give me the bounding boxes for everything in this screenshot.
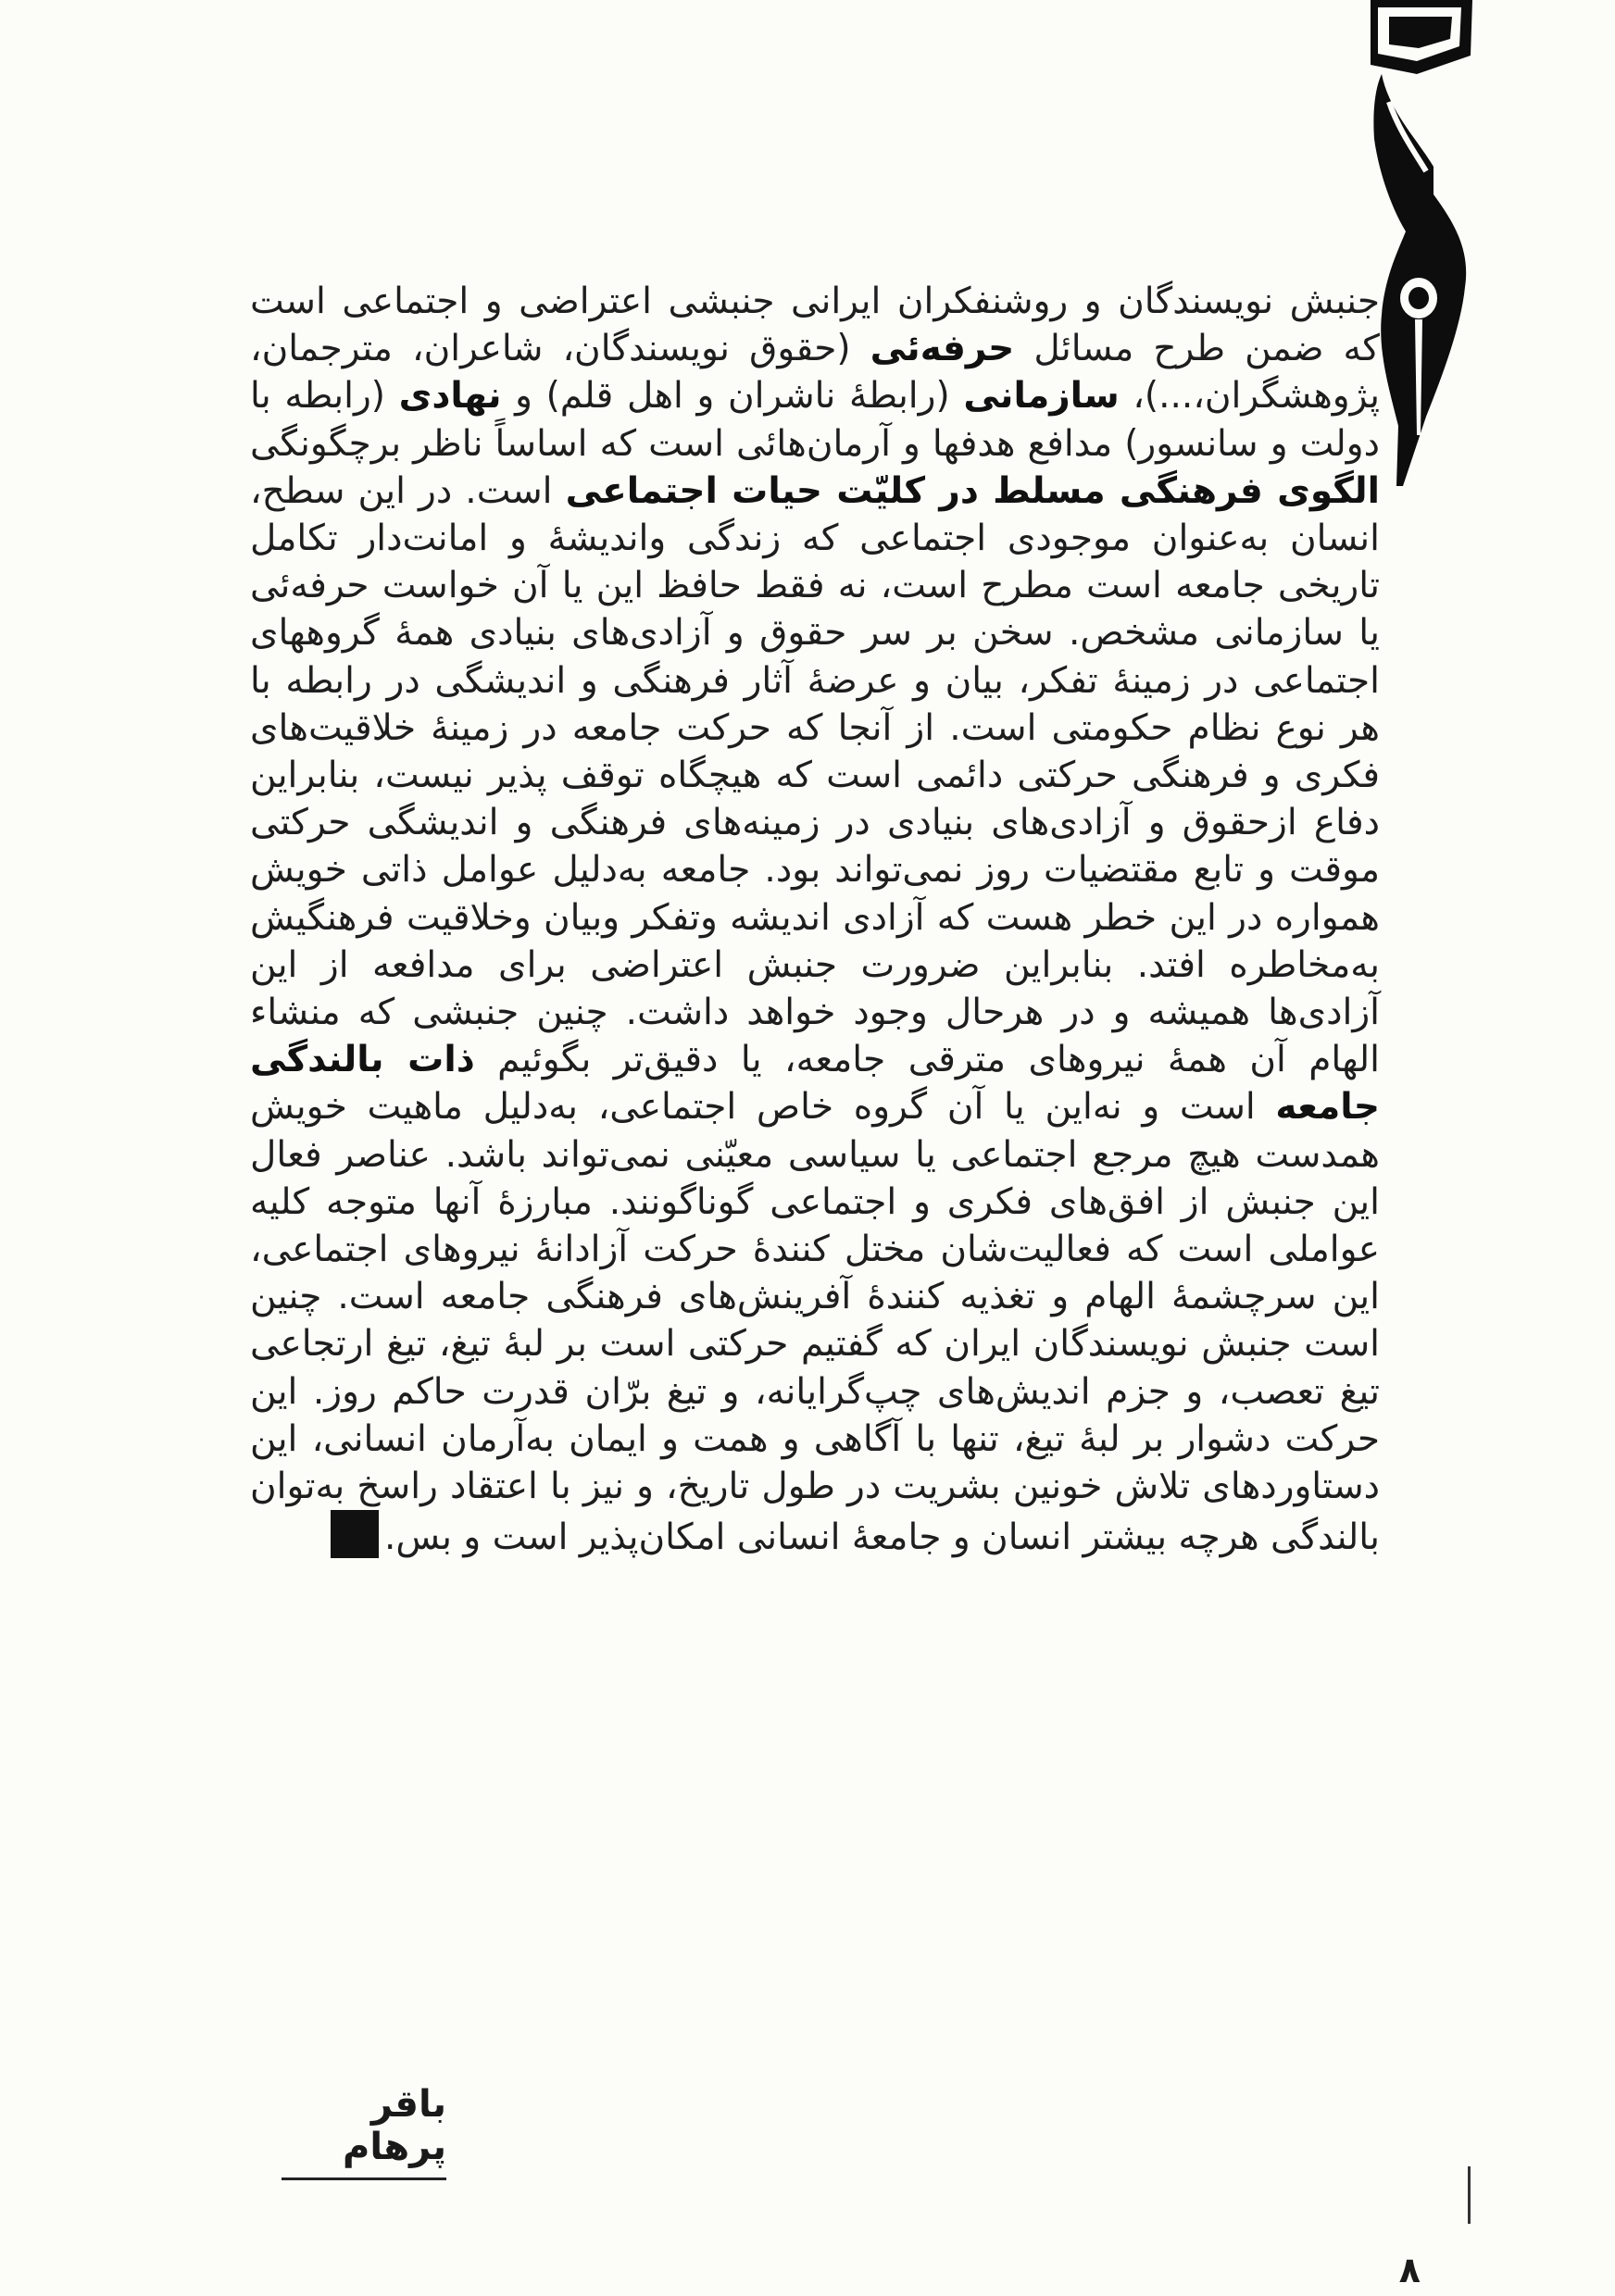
text-segment-bold: الگوی فرهنگی مسلط در کلیّت حیات اجتماعی (565, 469, 1380, 512)
text-segment-bold: نهادی (398, 375, 502, 418)
author-signature: باقر پرهام (282, 2083, 446, 2180)
text-segment: جنبش نویسندگان و روشنفکران ایرانی جنبشی اعتراضی و اجتماعی است که ضمن طرح مسائل (250, 281, 1380, 370)
margin-mark (1468, 2166, 1471, 2224)
pen-nib-icon (1361, 0, 1500, 491)
text-segment: است و نه‌این یا آن گروه خاص اجتماعی، به‌دلیل ماهیت خویش همدست هیچ مرجع اجتماعی یا سیاسی معیّنی نمی‌تواند باشد. عناصر فعال این جنبش از افق‌های فکری و اجتماعی گوناگونند. مبارزهٔ آنها متوجه کلیه عواملی است که فعالیت‌شان مختل کنندهٔ حرکت آزادانهٔ نیروهای اجتماعی، این سرچشمهٔ الهام و تغذیه کنندهٔ آفرینش‌های فرهنگی جامعه است. چنین است جنبش نویسندگان ایران که گفتیم حرکتی است بر لبهٔ تیغ، تیغ ارتجاعی تیغ تعصب، و جزم اندیش‌های چپ‌گرایانه، و تیغ برّان قدرت حاکم روز. این حرکت دشوار بر لبهٔ تیغ، تنها با آگاهی و همت و ایمان به‌آرمان انسانی، این دستاوردهای تلاش خونین بشریت در طول تاریخ، و نیز با اعتقاد راسخ به‌توان بالندگی هرچه بیشتر انسان و جامعهٔ انسانی امکان‌پذیر است و بس. (250, 1086, 1380, 1559)
text-segment: (رابطه با دولت و سانسور) مدافع هدفها و آرمان‌هائی است که اساساً ناظر برچگونگی (250, 375, 1380, 465)
article-body (250, 278, 1380, 1561)
text-segment: است. در این سطح، انسان به‌عنوان موجودی اجتماعی که زندگی واندیشهٔ و امانت‌دار تکامل تاریخی جامعه است مطرح است، نه فقط حافظ این یا آن خواست حرفه‌ئی یا سازمانی مشخص. سخن بر سر حقوق و آزادی‌های بنیادی همهٔ گروههای اجتماعی در زمینهٔ تفکر، بیان و عرضهٔ آثار فرهنگی و اندیشگی در رابطه با هر نوع نظام حکومتی است. از آنجا که حرکت جامعه در زمینهٔ خلاقیت‌های فکری و فرهنگی حرکتی دائمی است که هیچگاه توقف پذیر نیست، بنابراین دفاع ازحقوق و آزادی‌های بنیادی در زمینه‌های فرهنگی و اندیشگی حرکتی موقت و تابع مقتضیات روز نمی‌تواند بود. جامعه به‌دلیل عوامل ذاتی خویش همواره در این خطر هست که آزادی اندیشه وتفکر وبیان وخلاقیت فرهنگیش به‌مخاطره افتد. بنابراین ضرورت جنبش اعتراضی برای مدافعه از این آزادی‌ها همیشه و در هرحال وجود خواهد داشت. چنین جنبشی که منشاء الهام آن همهٔ نیروهای مترقی جامعه، یا دقیق‌تر بگوئیم (250, 469, 1380, 1081)
text-segment-bold: ذات بالندگی جامعه (250, 1039, 1380, 1129)
text-segment: (حقوق نویسندگان، شاعران، مترجمان، پژوهشگران،...)، (250, 328, 1381, 418)
text-segment-bold: حرفه‌ئی (870, 328, 1015, 370)
text-segment: (رابطهٔ ناشران و اهل قلم) و (501, 375, 964, 418)
text-segment-bold: سازمانی (963, 375, 1120, 418)
page-number: ۸ (1398, 2250, 1421, 2290)
end-mark-square (331, 1510, 379, 1558)
